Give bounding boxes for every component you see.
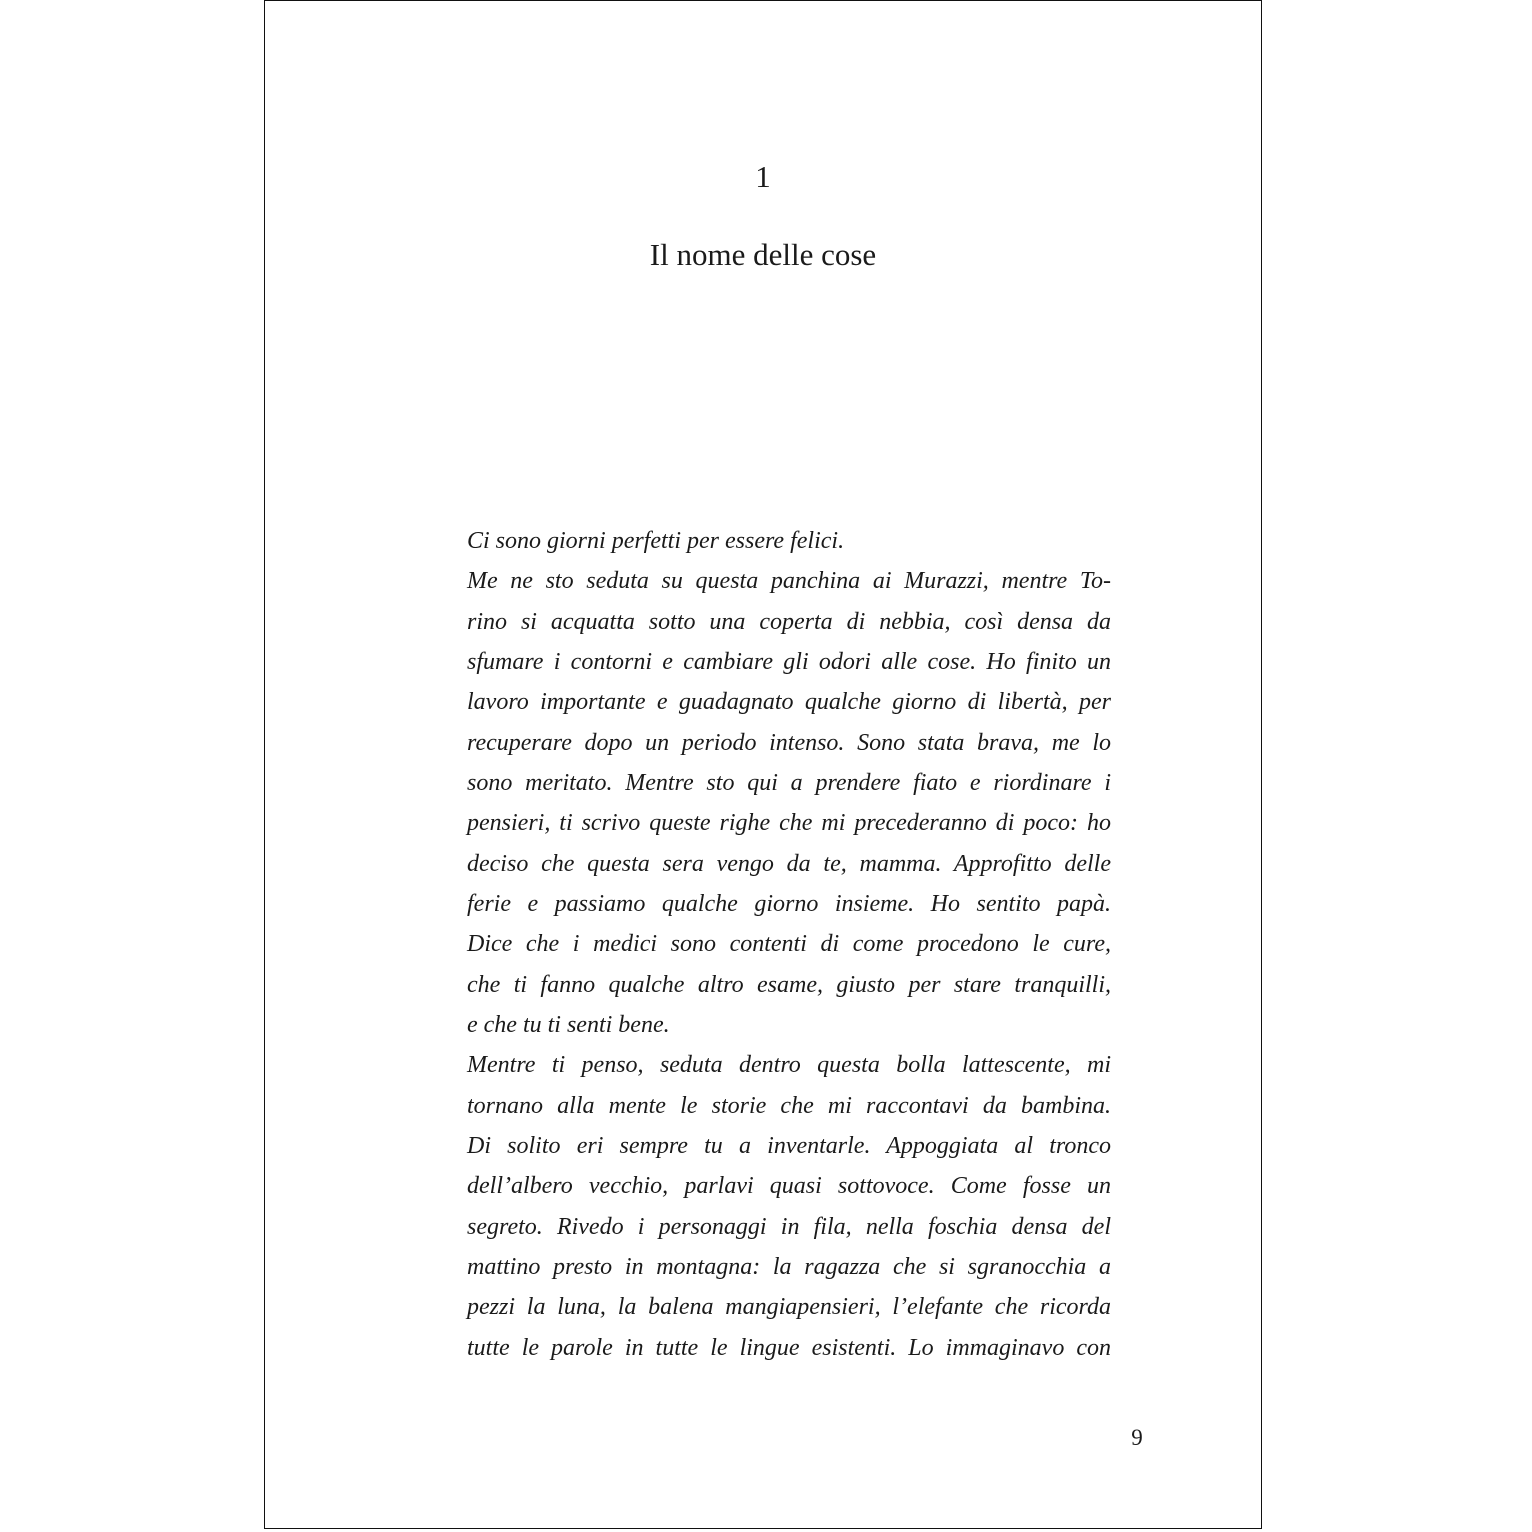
- body-text: [467, 521, 1111, 1368]
- text-line: sono meritato. Mentre sto qui a prendere fiato e riordinare i: [467, 769, 1111, 796]
- text-line: sfumare i contorni e cambiare gli odori alle cose. Ho finito un: [467, 648, 1111, 675]
- text-line: pensieri, ti scrivo queste righe che mi precederanno di poco: ho: [467, 810, 1111, 837]
- text-line: lavoro importante e guadagnato qualche giorno di libertà, per: [467, 689, 1111, 716]
- text-line: Di solito eri sempre tu a inventarle. Appoggiata al tronco: [467, 1132, 1111, 1159]
- text-line: deciso che questa sera vengo da te, mamma. Approfitto delle: [467, 850, 1111, 877]
- text-line: Me ne sto seduta su questa panchina ai Murazzi, mentre To-: [467, 568, 1111, 595]
- text-line: ferie e passiamo qualche giorno insieme. Ho sentito papà.: [467, 890, 1111, 917]
- text-line: Ci sono giorni perfetti per essere felici.: [467, 528, 845, 554]
- text-line: dell’albero vecchio, parlavi quasi sottovoce. Come fosse un: [467, 1173, 1111, 1200]
- text-line: mattino presto in montagna: la ragazza che si sgranocchia a: [467, 1253, 1111, 1280]
- text-line: tutte le parole in tutte le lingue esistenti. Lo immaginavo con: [467, 1334, 1111, 1361]
- text-line: che ti fanno qualche altro esame, giusto per stare tranquilli,: [467, 971, 1111, 998]
- text-line: rino si acquatta sotto una coperta di nebbia, così densa da: [467, 608, 1111, 635]
- page-number: 9: [1131, 1425, 1143, 1450]
- chapter-number: 1: [755, 159, 771, 194]
- text-line: Mentre ti penso, seduta dentro questa bolla lattescente, mi: [467, 1052, 1111, 1079]
- chapter-title: Il nome delle cose: [649, 237, 877, 272]
- text-line: e che tu ti senti bene.: [467, 1011, 670, 1038]
- text-line: tornano alla mente le storie che mi raccontavi da bambina.: [467, 1092, 1111, 1119]
- book-page: [264, 0, 1262, 1529]
- text-line: segreto. Rivedo i personaggi in fila, nella foschia densa del: [467, 1213, 1111, 1240]
- text-line: pezzi la luna, la balena mangiapensieri, l’elefante che ricorda: [467, 1294, 1111, 1321]
- text-line: recuperare dopo un periodo intenso. Sono stata brava, me lo: [467, 729, 1111, 756]
- text-line: Dice che i medici sono contenti di come procedono le cure,: [467, 931, 1111, 958]
